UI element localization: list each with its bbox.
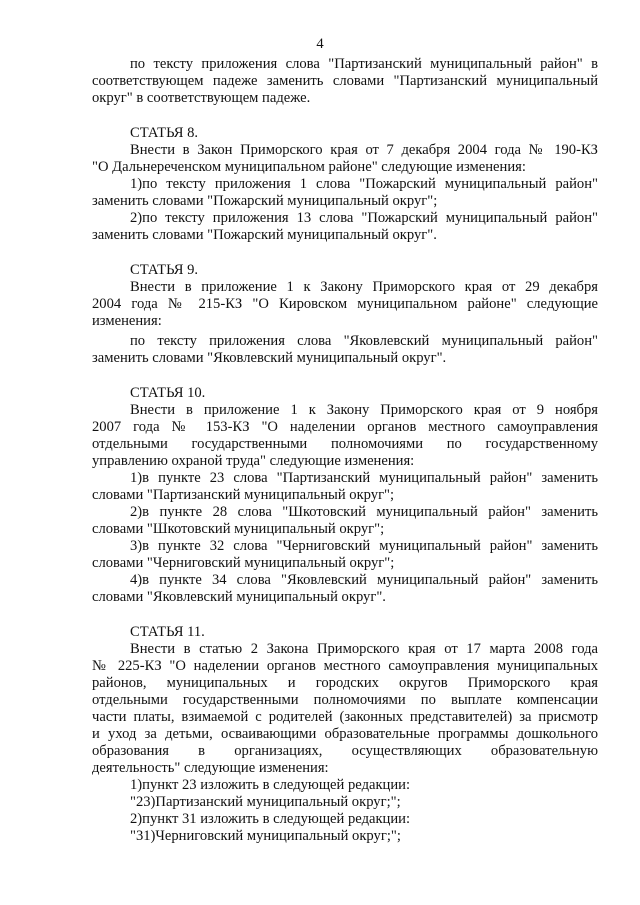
text-line: словами "Шкотовский муниципальный округ"; (92, 521, 385, 537)
text-line: 1)в пункте 23 слова "Партизанский муниципальный район" заменить (130, 470, 598, 486)
text-line: 1)пункт 23 изложить в следующей редакции: (130, 777, 411, 793)
text-line: отдельными государственными полномочиями по государственному (92, 436, 598, 452)
text-line: 2004 года № 215-КЗ "О Кировском муниципальном районе" следующие (92, 296, 598, 312)
text-line: изменения: (92, 313, 162, 329)
text-line: соответствующем падеже заменить словами "Партизанский муниципальный (92, 73, 598, 89)
text-line: Внести в приложение 1 к Закону Приморского края от 9 ноября (130, 402, 598, 418)
text-line: заменить словами "Яковлевский муниципальный округ". (92, 350, 447, 366)
article-heading: СТАТЬЯ 8. (130, 125, 199, 141)
text-line: № 225-КЗ "О наделении органов местного самоуправления муниципальных (92, 658, 598, 674)
text-line: округ" в соответствующем падеже. (92, 90, 311, 106)
text-line: по тексту приложения слова "Яковлевский муниципальный район" (130, 333, 598, 349)
text-line: словами "Яковлевский муниципальный округ". (92, 589, 386, 605)
text-line: "23)Партизанский муниципальный округ;"; (130, 794, 401, 810)
text-line: "О Дальнереченском муниципальном районе" следующие изменения: (92, 159, 526, 175)
text-line: 1)по тексту приложения 1 слова "Пожарский муниципальный район" (130, 176, 598, 192)
text-line: районов, муниципальных и городских округов Приморского края (92, 675, 598, 691)
text-line: 4)в пункте 34 слова "Яковлевский муниципальный район" заменить (130, 572, 598, 588)
text-line: Внести в приложение 1 к Закону Приморского края от 29 декабря (130, 279, 598, 295)
text-line: и уход за детьми, осваивающими образовательные программы дошкольного (92, 726, 598, 742)
text-line: 3)в пункте 32 слова "Черниговский муниципальный район" заменить (130, 538, 598, 554)
text-line: 2)в пункте 28 слова "Шкотовский муниципальный район" заменить (130, 504, 598, 520)
text-line: заменить словами "Пожарский муниципальный округ"; (92, 193, 438, 209)
text-line: деятельность" следующие изменения: (92, 760, 329, 776)
text-line: заменить словами "Пожарский муниципальный округ". (92, 227, 437, 243)
text-line: 2)пункт 31 изложить в следующей редакции: (130, 811, 411, 827)
text-line: образования в организациях, осуществляющих образовательную (92, 743, 598, 759)
text-line: 2)по тексту приложения 13 слова "Пожарский муниципальный район" (130, 210, 598, 226)
text-line: словами "Партизанский муниципальный округ"; (92, 487, 395, 503)
text-line: 2007 года № 153-КЗ "О наделении органов местного самоуправления (92, 419, 598, 435)
text-line: Внести в статью 2 Закона Приморского края от 17 марта 2008 года (130, 641, 598, 657)
article-heading: СТАТЬЯ 9. (130, 262, 199, 278)
text-line: по тексту приложения слова "Партизанский муниципальный район" в (130, 56, 598, 72)
text-line: Внести в Закон Приморского края от 7 декабря 2004 года № 190-КЗ (130, 142, 598, 158)
text-line: словами "Черниговский муниципальный округ"; (92, 555, 395, 571)
text-line: "31)Черниговский муниципальный округ;"; (130, 828, 401, 844)
page-number: 4 (316, 36, 324, 52)
article-heading: СТАТЬЯ 11. (130, 624, 205, 640)
document-body (92, 56, 598, 845)
text-line: отдельными государственными полномочиями по выплате компенсации (92, 692, 598, 708)
article-heading: СТАТЬЯ 10. (130, 385, 206, 401)
text-line: управлению охраной труда" следующие изменения: (92, 453, 415, 469)
text-line: части платы, взимаемой с родителей (законных представителей) за присмотр (92, 709, 598, 725)
